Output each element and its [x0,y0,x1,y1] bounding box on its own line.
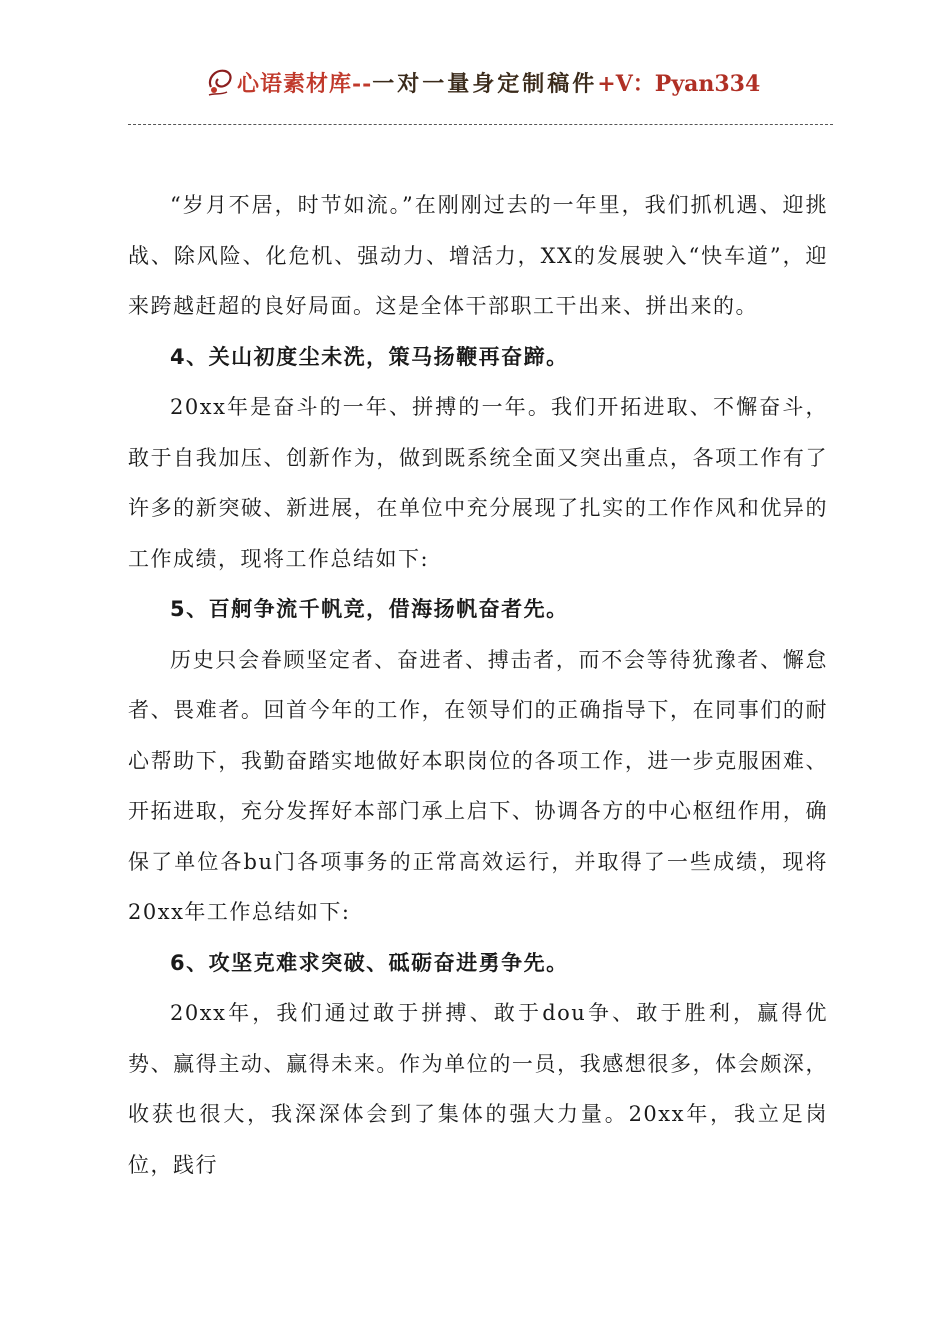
logo-swirl-icon [205,65,235,99]
paragraph: “岁月不居，时节如流。”在刚刚过去的一年里，我们抓机遇、迎挑战、除风险、化危机、强动力、增活力，XX的发展驶入“快车道”，迎来跨越赶超的良好局面。这是全体干部职工干出来、拼出来的。 [128,193,828,318]
header-divider [128,124,833,125]
section-heading: 5、百舸争流千帆竞，借海扬帆奋者先。 [170,597,569,621]
brand-separator: -- [352,70,373,97]
document-header [205,62,765,102]
paragraph: 历史只会眷顾坚定者、奋进者、搏击者，而不会等待犹豫者、懈怠者、畏难者。回首今年的工作，在领导们的正确指导下，在同事们的耐心帮助下，我勤奋踏实地做好本职岗位的各项工作，进一步克服困难、开拓进取，充分发挥好本部门承上启下、协调各方的中心枢纽作用，确保了单位各bu门各项事务的正常高效运行，并取得了一些成绩，现将20xx年工作总结如下: [128,647,828,924]
brand-slogan: 一对一量身定制稿件 [372,70,598,97]
header-brand-line [237,67,760,98]
document-body [128,180,828,1190]
brand-name: 心语素材库 [237,70,353,97]
brand-contact: +V：Pyan334 [597,70,761,97]
paragraph: 20xx年是奋斗的一年、拼搏的一年。我们开拓进取、不懈奋斗，敢于自我加压、创新作为，做到既系统全面又突出重点，各项工作有了许多的新突破、新进展，在单位中充分展现了扎实的工作作风和优异的工作成绩，现将工作总结如下: [128,395,828,571]
section-heading: 4、关山初度尘未洗，策马扬鞭再奋蹄。 [170,344,569,369]
section-heading: 6、攻坚克难求突破、砥砺奋进勇争先。 [170,950,569,975]
paragraph: 20xx年，我们通过敢于拼搏、敢于dou争、敢于胜利，赢得优势、赢得主动、赢得未来。作为单位的一员，我感想很多，体会颇深，收获也很大，我深深体会到了集体的强大力量。20xx年，我立足岗位，践行 [128,1001,828,1177]
